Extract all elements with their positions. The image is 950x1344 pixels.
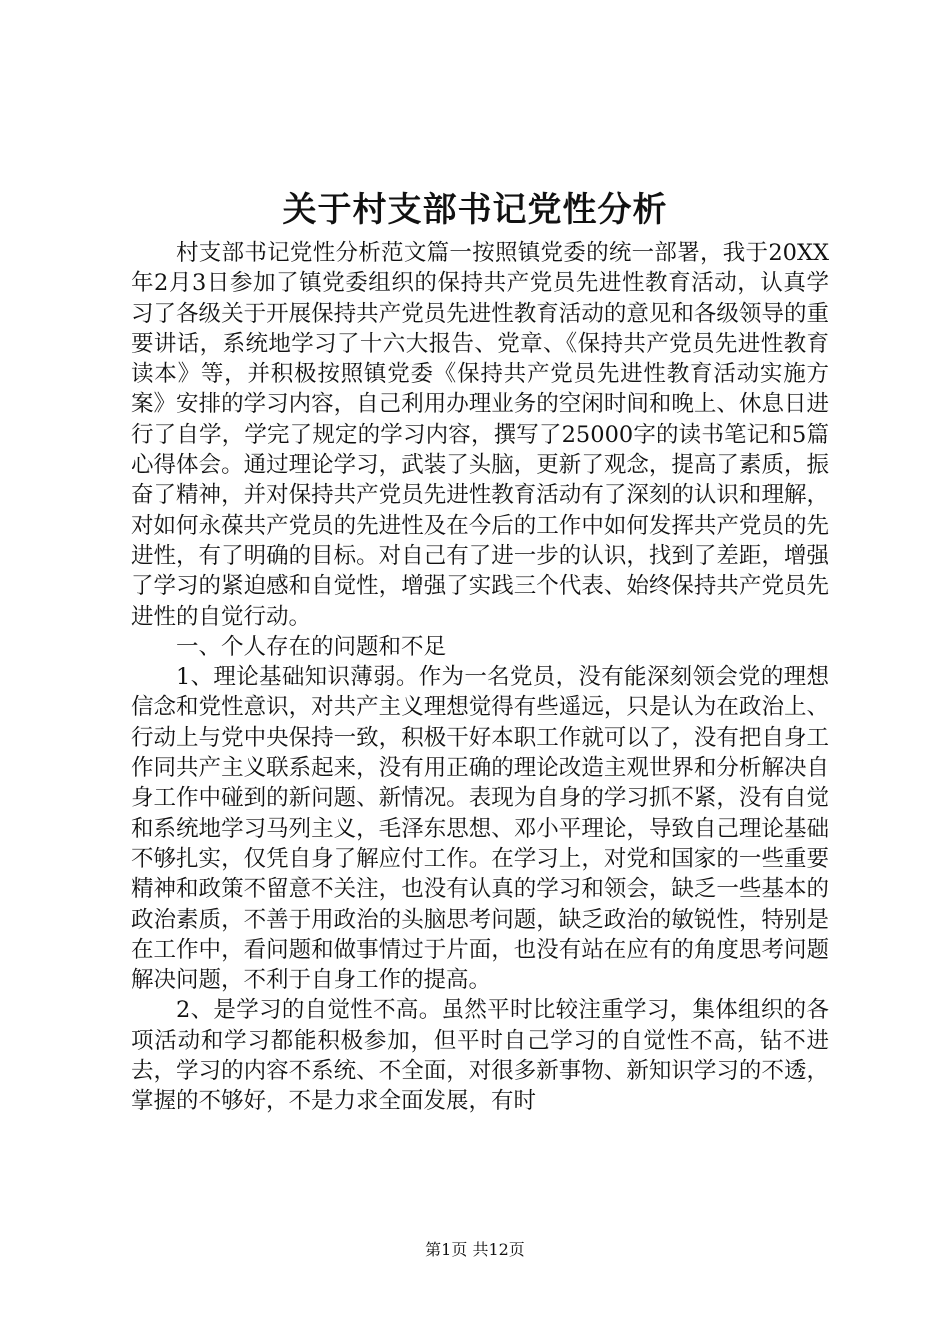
document-title: 关于村支部书记党性分析: [282, 190, 668, 230]
document-body: [131, 238, 829, 1117]
page-footer: 第1页 共12页: [425, 1240, 525, 1259]
section-heading: 一、个人存在的问题和不足: [176, 633, 447, 660]
paragraph-item-2: 2、是学习的自觉性不高。虽然平时比较注重学习，集体组织的各项活动和学习都能积极参加，但平时自己学习的自觉性不高，钻不进去，学习的内容不系统、不全面，对很多新事物、新知识学习的不透，掌握的不够好，不是力求全面发展，有时: [131, 997, 829, 1115]
paragraph-item-1: 1、理论基础知识薄弱。作为一名党员，没有能深刻领会党的理想信念和党性意识，对共产主义理想觉得有些遥远，只是认为在政治上、行动上与党中央保持一致，积极干好本职工作就可以了，没有把自身工作同共产主义联系起来，没有用正确的理论改造主观世界和分析解决自身工作中碰到的新问题、新情况。表现为自身的学习抓不紧，没有自觉和系统地学习马列主义，毛泽东思想、邓小平理论，导致自己理论基础不够扎实，仅凭自身了解应付工作。在学习上，对党和国家的一些重要精神和政策不留意不关注，也没有认真的学习和领会，缺乏一些基本的政治素质，不善于用政治的头脑思考问题，缺乏政治的敏锐性，特别是在工作中，看问题和做事情过于片面，也没有站在应有的角度思考问题解决问题，不利于自身工作的提高。: [131, 664, 829, 994]
paragraph-intro: 村支部书记党性分析范文篇一按照镇党委的统一部署，我于20XX年2月3日参加了镇党委组织的保持共产党员先进性教育活动，认真学习了各级关于开展保持共产党员先进性教育活动的意见和各级领导的重要讲话，系统地学习了十六大报告、党章、《保持共产党员先进性教育读本》等，并积极按照镇党委《保持共产党员先进性教育活动实施方案》安排的学习内容，自己利用办理业务的空闲时间和晚上、休息日进行了自学，学完了规定的学习内容，撰写了25000字的读书笔记和5篇心得体会。通过理论学习，武装了头脑，更新了观念，提高了素质，振奋了精神，并对保持共产党员先进性教育活动有了深刻的认识和理解，对如何永葆共产党员的先进性及在今后的工作中如何发挥共产党员的先进性，有了明确的目标。对自己有了进一步的认识，找到了差距，增强了学习的紧迫感和自觉性，增强了实践三个代表、始终保持共产党员先进性的自觉行动。: [131, 240, 829, 630]
